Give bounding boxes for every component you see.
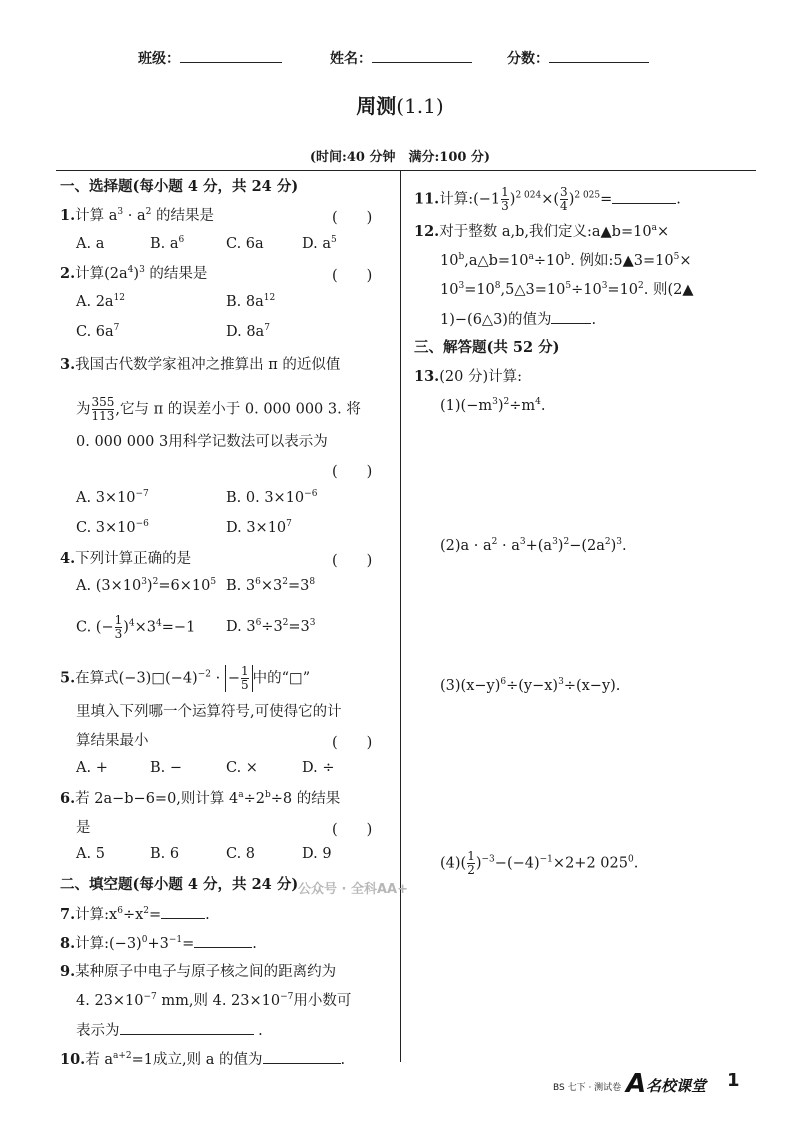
q12-stem-line1: 12.对于整数 a,b,我们定义$:a▲b=10^a\times$ <box>414 223 670 240</box>
section-fill: 二、填空题(每小题 4 分，共 24 分) <box>60 876 299 893</box>
q4-option-d[interactable]: D. $3^6\div 3^2=3^3$ <box>226 618 316 635</box>
q3-stem-line1: 3.我国古代数学家祖冲之推算出 π 的近似值 <box>60 356 341 373</box>
q1-option-d[interactable]: D. $a^5$ <box>302 235 337 252</box>
q13-part2: $(2)a \cdot a^2 \cdot a^3+(a^3)^2-(2a^2)^3$. <box>440 537 627 554</box>
column-divider <box>400 170 401 1062</box>
q12-stem-line4: 1)−(6△3)的值为 . <box>440 309 596 330</box>
name-label: 姓名： <box>330 51 372 67</box>
score-label: 分数： <box>507 51 549 67</box>
q12-stem-line3: $10^3=10^8,5\triangle 3=10^5\div 10^3=10^2$. 则(2▲ <box>440 281 694 298</box>
q6-option-d[interactable]: D. 9 <box>302 846 332 862</box>
q2-option-c[interactable]: C. $6a^7$ <box>76 323 120 340</box>
class-field <box>138 48 282 68</box>
brand-logo-mark <box>624 1068 714 1098</box>
q9-stem-line3: 表示为 . <box>76 1020 263 1041</box>
name-field <box>330 48 472 68</box>
q4-option-b[interactable]: B. $3^6\times 3^2=3^8$ <box>226 577 316 594</box>
score-blank[interactable] <box>549 48 649 63</box>
q6-stem-line2: 是 <box>76 820 91 836</box>
top-divider <box>56 170 756 171</box>
q5-option-a[interactable]: A. + <box>76 760 108 776</box>
q2-answer-paren[interactable]: ( ) <box>332 268 373 284</box>
q8-stem: 8.计算$:(-3)^0+3^{-1}=$ . <box>60 935 257 952</box>
q1-option-c[interactable]: C. 6a <box>226 236 264 252</box>
q3-stem-line2: 为 $\frac{355}{113}$ ,它与 π 的误差小于 0. 000 000 3. 将 <box>76 395 361 423</box>
time-info: (时间:40 分钟 满分:100 分) <box>309 150 491 165</box>
svg-text:名校课堂: 名校课堂 <box>646 1077 707 1095</box>
q13-part3: $(3)(x-y)^6\div(y-x)^3\div(x-y)$. <box>440 677 621 694</box>
q12-answer-blank[interactable] <box>551 309 591 324</box>
q7-stem: 7.计算$:x^6\div x^2=$ . <box>60 906 210 923</box>
watermark: 公众号 · 全科AA+ <box>298 882 409 897</box>
q3-option-c[interactable]: C. $3\times 10^{-6}$ <box>76 519 149 536</box>
q3-option-d[interactable]: D. $3\times 10^7$ <box>226 519 292 536</box>
svg-text:A: A <box>626 1069 647 1098</box>
section-choice: 一、选择题(每小题 4 分，共 24 分) <box>60 178 299 195</box>
page-title: 周测(1.1) <box>356 94 444 118</box>
section-solve: 三、解答题(共 52 分) <box>414 339 560 356</box>
score-field <box>507 48 649 68</box>
q6-option-b[interactable]: B. 6 <box>150 846 180 862</box>
page-number: 1 <box>727 1070 740 1091</box>
q6-answer-paren[interactable]: ( ) <box>332 822 373 838</box>
q10-answer-blank[interactable] <box>263 1049 341 1064</box>
q2-option-a[interactable]: A. $2a^{12}$ <box>76 293 126 310</box>
q5-answer-paren[interactable]: ( ) <box>332 735 373 751</box>
q5-stem-line1: 5.在算式$(-3)□(-4)^{-2}$ · − $\frac{1}{5}$ 中的“□” <box>60 664 311 692</box>
q13-part1: $(1)(-m^3)^2\div m^4$. <box>440 397 546 414</box>
q9-answer-blank[interactable] <box>120 1020 254 1035</box>
q13-part4: (4)( $\frac{1}{2}$ )$^{-3}-(-4)^{-1}\times 2+2$ $025^0$. <box>440 849 639 877</box>
footer-series-label: BS 七下 · 测试卷 <box>553 1083 622 1093</box>
q5-stem-line3: 算结果最小 <box>76 733 149 749</box>
q13-stem: 13.(20 分)计算: <box>414 368 522 385</box>
brand-logo <box>624 1068 714 1102</box>
q3-stem-line3: 0. 000 000 3用科学记数法可以表示为 <box>76 434 328 450</box>
q4-option-c[interactable]: C. (− $\frac{1}{3}$ )$^4\times 3^4=-1$ <box>76 613 196 641</box>
q5-absolute-value: − $\frac{1}{5}$ <box>225 665 253 692</box>
q9-stem-line1: 9.某种原子中电子与原子核之间的距离约为 <box>60 963 337 980</box>
q6-stem-line1: 6.若 2a−b−6=0,则计算 $4^a\div 2^b\div 8$ 的结果 <box>60 790 341 807</box>
q1-option-b[interactable]: B. $a^6$ <box>150 235 185 252</box>
q5-option-c[interactable]: C. × <box>226 760 258 776</box>
q4-option-a[interactable]: A. $(3\times 10^3)^2=6\times 10^5$ <box>76 577 217 594</box>
q3-answer-paren[interactable]: ( ) <box>332 464 373 480</box>
q5-option-b[interactable]: B. − <box>150 760 183 776</box>
class-blank[interactable] <box>180 48 282 63</box>
name-blank[interactable] <box>372 48 472 63</box>
q6-option-c[interactable]: C. 8 <box>226 846 256 862</box>
q2-option-b[interactable]: B. $8a^{12}$ <box>226 293 276 310</box>
q5-option-d[interactable]: D. ÷ <box>302 760 335 776</box>
q7-answer-blank[interactable] <box>161 904 205 919</box>
q3-fraction: $\frac{355}{113}$ <box>91 395 115 423</box>
q3-option-a[interactable]: A. $3\times 10^{-7}$ <box>76 489 149 506</box>
q3-option-b[interactable]: B. 0. $3\times 10^{-6}$ <box>226 489 318 506</box>
q10-stem: 10.若 $a^{a+2}=1$成立,则 a 的值为 . <box>60 1051 346 1068</box>
q5-stem-line2: 里填入下列哪一个运算符号,可使得它的计 <box>76 704 342 720</box>
q2-stem: 2.计算$(2a^4)^3$ 的结果是 <box>60 265 208 282</box>
q12-stem-line2: $10^b,a\triangle b=10^a\div 10^b$. 例如$:5▲3=10^5\times$ <box>440 252 692 269</box>
q2-option-d[interactable]: D. $8a^7$ <box>226 323 270 340</box>
q1-stem: 1.计算 $a^3 \cdot a^2$ 的结果是 <box>60 207 214 224</box>
q4-answer-paren[interactable]: ( ) <box>332 553 373 569</box>
class-label: 班级： <box>138 51 180 67</box>
q11-answer-blank[interactable] <box>612 189 676 204</box>
q4-stem: 4.下列计算正确的是 <box>60 550 192 567</box>
q8-answer-blank[interactable] <box>194 933 252 948</box>
q6-option-a[interactable]: A. 5 <box>76 846 105 862</box>
q1-answer-paren[interactable]: ( ) <box>332 210 373 226</box>
q9-stem-line2: 4. $23\times 10^{-7}$ mm,则 4. $23\times 10^{-7}$用小数可 <box>76 992 352 1009</box>
q11-stem: 11.计算:(−1 $\frac{1}{3}$ )$^{2 024}$×( $\frac{3}{4}$ )$^{2 025}$= . <box>414 185 681 213</box>
q1-option-a[interactable]: A. a <box>76 236 105 252</box>
